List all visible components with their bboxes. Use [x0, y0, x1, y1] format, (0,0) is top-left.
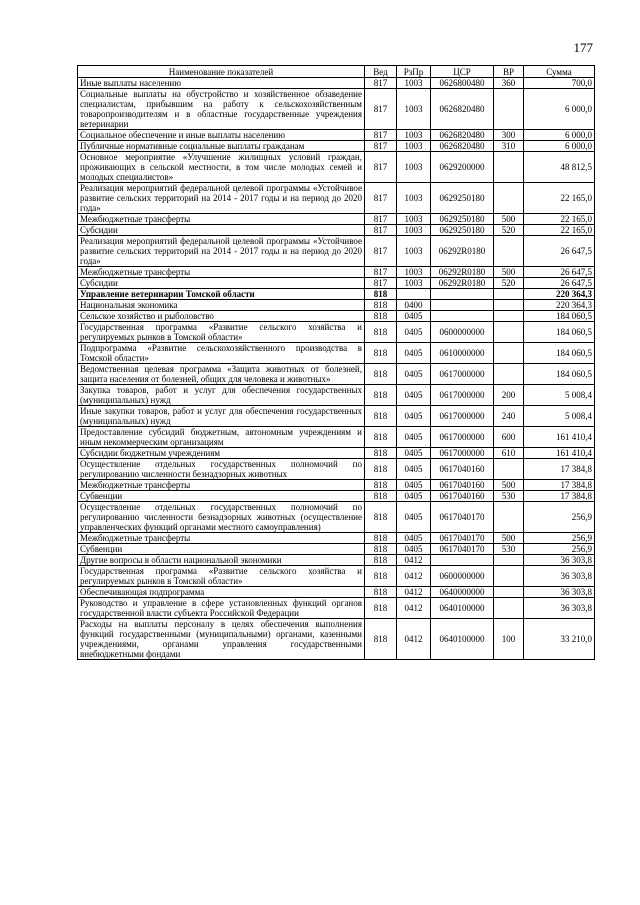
header-csr: ЦСР [431, 66, 494, 78]
cell-csr: 0629250180 [431, 225, 494, 236]
cell-name: Межбюджетные трансферты [78, 214, 365, 225]
cell-vr [494, 587, 524, 598]
cell-ved: 818 [365, 566, 397, 587]
cell-vr: 500 [494, 480, 524, 491]
cell-ved: 818 [365, 406, 397, 427]
cell-vr: 530 [494, 491, 524, 502]
cell-ved: 818 [365, 459, 397, 480]
cell-sum: 33 210,0 [524, 619, 595, 660]
cell-name: Подпрограмма «Развитие сельскохозяйственного производства в Томской области» [78, 343, 365, 364]
cell-rzpr: 0412 [397, 619, 431, 660]
cell-csr: 06292R0180 [431, 236, 494, 267]
cell-name: Субсидии [78, 225, 365, 236]
cell-ved: 818 [365, 311, 397, 322]
cell-rzpr: 1003 [397, 141, 431, 152]
cell-ved: 817 [365, 214, 397, 225]
table-row [78, 364, 595, 385]
header-ved: Вед [365, 66, 397, 78]
table-row [78, 89, 595, 130]
cell-name: Национальная экономика [78, 300, 365, 311]
cell-sum: 220 364,3 [524, 300, 595, 311]
cell-name: Иные выплаты населению [78, 78, 365, 89]
cell-ved: 818 [365, 322, 397, 343]
cell-sum: 26 647,5 [524, 278, 595, 289]
cell-ved: 817 [365, 152, 397, 183]
cell-csr: 0610000000 [431, 343, 494, 364]
cell-csr: 0629200000 [431, 152, 494, 183]
cell-vr [494, 289, 524, 300]
cell-vr: 500 [494, 533, 524, 544]
cell-rzpr: 1003 [397, 89, 431, 130]
cell-vr [494, 183, 524, 214]
cell-sum: 36 303,8 [524, 587, 595, 598]
cell-name: Государственная программа «Развитие сельского хозяйства и регулируемых рынков в Томской области» [78, 566, 365, 587]
cell-csr: 0617000000 [431, 364, 494, 385]
cell-sum: 26 647,5 [524, 236, 595, 267]
cell-sum: 161 410,4 [524, 448, 595, 459]
cell-vr [494, 343, 524, 364]
cell-rzpr: 0405 [397, 480, 431, 491]
cell-csr: 0640100000 [431, 598, 494, 619]
cell-rzpr: 0400 [397, 300, 431, 311]
table-row [78, 236, 595, 267]
cell-vr [494, 300, 524, 311]
table-row [78, 459, 595, 480]
table-row [78, 183, 595, 214]
cell-rzpr: 1003 [397, 278, 431, 289]
table-row [78, 385, 595, 406]
table-row [78, 130, 595, 141]
cell-vr [494, 459, 524, 480]
cell-name: Межбюджетные трансферты [78, 267, 365, 278]
cell-ved: 817 [365, 183, 397, 214]
cell-sum: 6 000,0 [524, 141, 595, 152]
table-row [78, 555, 595, 566]
cell-ved: 817 [365, 89, 397, 130]
cell-vr: 520 [494, 278, 524, 289]
cell-name: Другие вопросы в области национальной экономики [78, 555, 365, 566]
cell-csr: 0600000000 [431, 566, 494, 587]
cell-rzpr: 0412 [397, 566, 431, 587]
cell-rzpr: 0412 [397, 598, 431, 619]
cell-rzpr: 0405 [397, 343, 431, 364]
cell-ved: 818 [365, 544, 397, 555]
cell-vr: 310 [494, 141, 524, 152]
cell-rzpr: 0405 [397, 533, 431, 544]
cell-ved: 817 [365, 130, 397, 141]
cell-rzpr: 1003 [397, 78, 431, 89]
cell-csr [431, 555, 494, 566]
cell-vr [494, 598, 524, 619]
cell-vr: 500 [494, 214, 524, 225]
table-row [78, 214, 595, 225]
cell-rzpr: 0405 [397, 364, 431, 385]
cell-rzpr: 0412 [397, 555, 431, 566]
cell-csr: 0617040170 [431, 544, 494, 555]
cell-sum: 5 008,4 [524, 385, 595, 406]
table-row [78, 406, 595, 427]
table-row [78, 225, 595, 236]
cell-ved: 818 [365, 480, 397, 491]
cell-sum: 26 647,5 [524, 267, 595, 278]
cell-vr: 240 [494, 406, 524, 427]
cell-vr: 360 [494, 78, 524, 89]
cell-ved: 817 [365, 141, 397, 152]
cell-rzpr: 0405 [397, 427, 431, 448]
cell-csr: 0617040160 [431, 491, 494, 502]
cell-sum: 184 060,5 [524, 364, 595, 385]
cell-sum: 161 410,4 [524, 427, 595, 448]
cell-vr [494, 364, 524, 385]
cell-sum: 17 384,8 [524, 480, 595, 491]
cell-rzpr: 0405 [397, 459, 431, 480]
table-header-row [78, 66, 595, 78]
cell-sum: 17 384,8 [524, 491, 595, 502]
table-row [78, 598, 595, 619]
cell-sum: 184 060,5 [524, 311, 595, 322]
cell-vr [494, 311, 524, 322]
cell-name: Субсидии [78, 278, 365, 289]
cell-rzpr: 1003 [397, 152, 431, 183]
budget-table [77, 65, 595, 660]
cell-sum: 5 008,4 [524, 406, 595, 427]
table-row [78, 289, 595, 300]
table-row [78, 544, 595, 555]
cell-name: Социальные выплаты на обустройство и хозяйственное обзаведение специалистам, прибывшим на работу к сельскохозяйственным товаропроизводителям и в областные государственные учреждения ветеринарии [78, 89, 365, 130]
table-row [78, 491, 595, 502]
table-row [78, 502, 595, 533]
table-row [78, 533, 595, 544]
cell-sum: 36 303,8 [524, 598, 595, 619]
cell-csr: 0617000000 [431, 448, 494, 459]
cell-name: Публичные нормативные социальные выплаты гражданам [78, 141, 365, 152]
table-row [78, 278, 595, 289]
cell-rzpr: 0412 [397, 587, 431, 598]
cell-csr: 0629250180 [431, 214, 494, 225]
cell-csr: 0626820480 [431, 130, 494, 141]
cell-csr: 0626820480 [431, 89, 494, 130]
cell-rzpr: 0405 [397, 491, 431, 502]
table-row [78, 587, 595, 598]
cell-csr: 0626800480 [431, 78, 494, 89]
cell-sum: 256,9 [524, 502, 595, 533]
table-body [78, 78, 595, 660]
cell-vr: 600 [494, 427, 524, 448]
cell-ved: 818 [365, 300, 397, 311]
cell-rzpr: 1003 [397, 130, 431, 141]
cell-rzpr [397, 289, 431, 300]
cell-name: Осуществление отдельных государственных полномочий по регулированию численности безнадзорных животных (осуществление управленческих функций органами местного самоуправления) [78, 502, 365, 533]
cell-rzpr: 1003 [397, 267, 431, 278]
table-row [78, 619, 595, 660]
cell-name: Субвенции [78, 544, 365, 555]
cell-csr: 06292R0180 [431, 278, 494, 289]
cell-rzpr: 0405 [397, 502, 431, 533]
cell-name: Осуществление отдельных государственных полномочий по регулированию численности безнадзорных животных [78, 459, 365, 480]
cell-vr: 530 [494, 544, 524, 555]
cell-sum: 22 165,0 [524, 214, 595, 225]
cell-rzpr: 1003 [397, 183, 431, 214]
header-name: Наименование показателей [78, 66, 365, 78]
cell-ved: 818 [365, 385, 397, 406]
cell-sum: 256,9 [524, 544, 595, 555]
cell-name: Субвенции [78, 491, 365, 502]
cell-vr: 500 [494, 267, 524, 278]
cell-csr: 0617040170 [431, 533, 494, 544]
cell-sum: 220 364,3 [524, 289, 595, 300]
cell-ved: 818 [365, 533, 397, 544]
cell-sum: 36 303,8 [524, 555, 595, 566]
cell-sum: 48 812,5 [524, 152, 595, 183]
cell-ved: 817 [365, 278, 397, 289]
table-row [78, 343, 595, 364]
cell-csr: 0617040160 [431, 480, 494, 491]
cell-name: Сельское хозяйство и рыболовство [78, 311, 365, 322]
cell-sum: 256,9 [524, 533, 595, 544]
cell-csr [431, 311, 494, 322]
cell-csr: 0626820480 [431, 141, 494, 152]
table-row [78, 311, 595, 322]
cell-sum: 6 000,0 [524, 89, 595, 130]
cell-ved: 818 [365, 427, 397, 448]
cell-vr: 610 [494, 448, 524, 459]
cell-name: Основное мероприятие «Улучшение жилищных условий граждан, проживающих в сельской местности, в том числе молодых семей и молодых специалистов» [78, 152, 365, 183]
cell-rzpr: 0405 [397, 406, 431, 427]
cell-vr [494, 555, 524, 566]
cell-name: Реализация мероприятий федеральной целевой программы «Устойчивое развитие сельских территорий на 2014 - 2017 годы и на период до 2020 года» [78, 236, 365, 267]
cell-name: Межбюджетные трансферты [78, 480, 365, 491]
cell-rzpr: 0405 [397, 322, 431, 343]
cell-rzpr: 0405 [397, 448, 431, 459]
table-row [78, 566, 595, 587]
cell-csr: 0617040170 [431, 502, 494, 533]
cell-vr [494, 152, 524, 183]
cell-csr: 0617000000 [431, 385, 494, 406]
header-rzpr: РзПр [397, 66, 431, 78]
table-row [78, 300, 595, 311]
cell-name: Обеспечивающая подпрограмма [78, 587, 365, 598]
table-row [78, 141, 595, 152]
cell-vr: 200 [494, 385, 524, 406]
cell-csr: 0617040160 [431, 459, 494, 480]
cell-vr: 300 [494, 130, 524, 141]
cell-name: Реализация мероприятий федеральной целевой программы «Устойчивое развитие сельских территорий на 2014 - 2017 годы и на период до 2020 года» [78, 183, 365, 214]
cell-sum: 184 060,5 [524, 322, 595, 343]
cell-name: Иные закупки товаров, работ и услуг для обеспечения государственных (муниципальных) нужд [78, 406, 365, 427]
cell-ved: 818 [365, 364, 397, 385]
cell-csr: 0600000000 [431, 322, 494, 343]
cell-name: Расходы на выплаты персоналу в целях обеспечения выполнения функций государственными (муниципальными) органами, казенными учреждениями, органами управления государственными внебюджетными фондами [78, 619, 365, 660]
cell-csr: 0617000000 [431, 406, 494, 427]
cell-name: Субсидии бюджетным учреждениям [78, 448, 365, 459]
cell-ved: 817 [365, 236, 397, 267]
table-row [78, 427, 595, 448]
cell-ved: 818 [365, 598, 397, 619]
cell-name: Предоставление субсидий бюджетным, автономным учреждениям и иным некоммерческим организациям [78, 427, 365, 448]
cell-ved: 818 [365, 555, 397, 566]
cell-ved: 818 [365, 343, 397, 364]
table-row [78, 78, 595, 89]
cell-csr [431, 300, 494, 311]
cell-name: Закупка товаров, работ и услуг для обеспечения государственных (муниципальных) нужд [78, 385, 365, 406]
header-vr: ВР [494, 66, 524, 78]
cell-sum: 22 165,0 [524, 183, 595, 214]
page-number: 177 [573, 40, 593, 55]
cell-vr: 100 [494, 619, 524, 660]
cell-name: Управление ветеринарии Томской области [78, 289, 365, 300]
cell-vr [494, 236, 524, 267]
cell-ved: 818 [365, 491, 397, 502]
cell-rzpr: 0405 [397, 544, 431, 555]
cell-ved: 817 [365, 225, 397, 236]
table-row [78, 152, 595, 183]
cell-sum: 700,0 [524, 78, 595, 89]
cell-ved: 818 [365, 619, 397, 660]
cell-name: Руководство и управление в сфере установленных функций органов государственной власти субъекта Российской Федерации [78, 598, 365, 619]
cell-ved: 818 [365, 587, 397, 598]
cell-sum: 36 303,8 [524, 566, 595, 587]
cell-rzpr: 0405 [397, 385, 431, 406]
cell-name: Социальное обеспечение и иные выплаты населению [78, 130, 365, 141]
cell-rzpr: 0405 [397, 311, 431, 322]
cell-name: Государственная программа «Развитие сельского хозяйства и регулируемых рынков в Томской области» [78, 322, 365, 343]
cell-name: Межбюджетные трансферты [78, 533, 365, 544]
cell-ved: 818 [365, 289, 397, 300]
cell-rzpr: 1003 [397, 225, 431, 236]
table-row [78, 448, 595, 459]
header-sum: Сумма [524, 66, 595, 78]
cell-vr [494, 322, 524, 343]
cell-ved: 817 [365, 78, 397, 89]
cell-csr: 0640100000 [431, 619, 494, 660]
cell-ved: 818 [365, 448, 397, 459]
cell-sum: 184 060,5 [524, 343, 595, 364]
cell-csr: 06292R0180 [431, 267, 494, 278]
table-row [78, 322, 595, 343]
cell-sum: 22 165,0 [524, 225, 595, 236]
cell-csr [431, 289, 494, 300]
cell-name: Ведомственная целевая программа «Защита животных от болезней, защита населения от болезней, общих для человека и животных» [78, 364, 365, 385]
cell-ved: 818 [365, 502, 397, 533]
cell-sum: 17 384,8 [524, 459, 595, 480]
cell-rzpr: 1003 [397, 236, 431, 267]
cell-csr: 0617000000 [431, 427, 494, 448]
cell-csr: 0629250180 [431, 183, 494, 214]
cell-sum: 6 000,0 [524, 130, 595, 141]
cell-vr [494, 502, 524, 533]
cell-vr: 520 [494, 225, 524, 236]
cell-vr [494, 89, 524, 130]
table-row [78, 480, 595, 491]
cell-rzpr: 1003 [397, 214, 431, 225]
cell-ved: 817 [365, 267, 397, 278]
cell-csr: 0640000000 [431, 587, 494, 598]
cell-vr [494, 566, 524, 587]
table-row [78, 267, 595, 278]
